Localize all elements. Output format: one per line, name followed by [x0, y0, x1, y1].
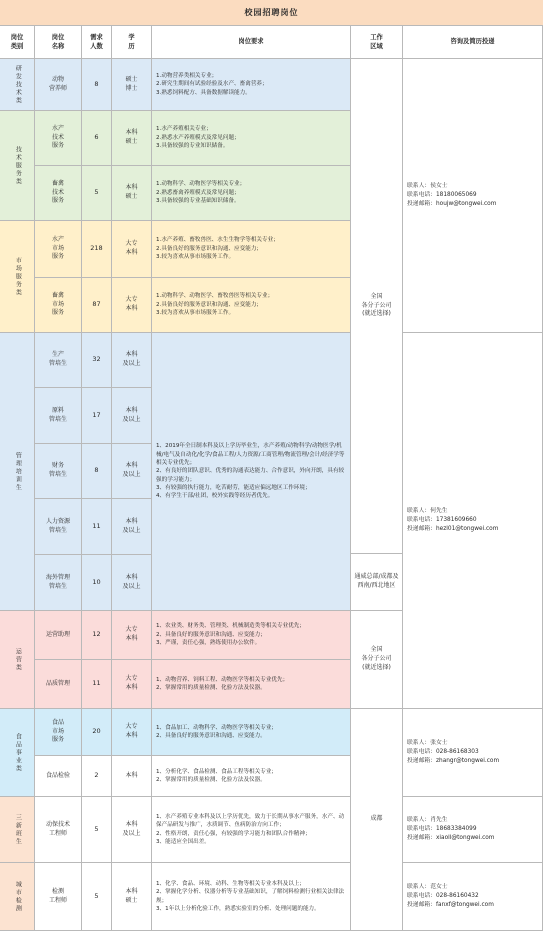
work-area: 成都: [351, 709, 403, 931]
category-research: 研发技术类: [0, 59, 35, 111]
headcount: 5: [82, 797, 112, 863]
contact-info: 联系人：何先生 联系电话：17381609660 投递邮箱：hezl01@tongwei.com: [403, 333, 543, 709]
education: 本科 及以上: [112, 797, 152, 863]
headcount: 87: [82, 278, 112, 333]
position-name: 品质管理: [35, 660, 82, 709]
work-area: 通威总部/成都及 西南/西北地区: [351, 554, 403, 611]
education: 大专 本科: [112, 709, 152, 756]
contact-info: 联系人：肖先生 联系电话：18683384099 投递邮箱：xiaoll@tongwei.com: [403, 797, 543, 863]
requirements: 1、农业类、财务类、管理类、机械制造类等相关专业优先； 2、具备良好的服务意识和沟通、应变能力； 3、严谨，责任心强，熟练使用办公软件。: [152, 611, 351, 660]
education: 大专 本科: [112, 278, 152, 333]
position-name: 食品检验: [35, 756, 82, 797]
requirements: 1、化学、食品、环境、动科、生物等相关专业本科及以上； 2、掌握化学分析、仪器分析等专业基础知识，了解饲料检测行业相关法律法规； 3、1年以上分析化验工作，熟悉实验室的分析、处理问题的能力。: [152, 863, 351, 931]
requirements: 1.动物科学、动物医学等相关专业； 2.熟悉畜禽养殖模式及常见问题； 3.具备较强的专业基础知识储备。: [152, 166, 351, 221]
headcount: 5: [82, 863, 112, 931]
education: 大专 本科: [112, 611, 152, 660]
headcount: 20: [82, 709, 112, 756]
header-education: 学 历: [112, 26, 152, 59]
position-name: 检测 工程师: [35, 863, 82, 931]
contact-info: 联系人：范女士 联系电话：028-86160432 投递邮箱：fanxf@tongwei.com: [403, 863, 543, 931]
education: 大专 本科: [112, 660, 152, 709]
category-trainee: 三新班生: [0, 797, 35, 863]
headcount: 32: [82, 333, 112, 388]
category-operation: 运营类: [0, 611, 35, 709]
education: 本科 硕士: [112, 111, 152, 166]
position-name: 畜禽 技术 服务: [35, 166, 82, 221]
requirements: 1、分析化学、食品检测、食品工程等相关专业； 2、掌握常用的质量检测、化验方法及仪器。: [152, 756, 351, 797]
category-tech-service: 技术服务类: [0, 111, 35, 221]
header-requirements: 岗位要求: [152, 26, 351, 59]
education: 大专 本科: [112, 221, 152, 278]
header-contact: 咨询及简历投递: [403, 26, 543, 59]
education: 本科 硕士: [112, 863, 152, 931]
education: 本科 及以上: [112, 499, 152, 555]
position-name: 财务 管培生: [35, 444, 82, 499]
education: 硕士 博士: [112, 59, 152, 111]
headcount: 11: [82, 660, 112, 709]
headcount: 17: [82, 388, 112, 444]
header-headcount: 需求 人数: [82, 26, 112, 59]
education: 本科 及以上: [112, 388, 152, 444]
contact-info: 联系人：张女士 联系电话：028-86168303 投递邮箱：zhangr@tongwei.com: [403, 709, 543, 797]
category-management-trainee: 管理培训生: [0, 333, 35, 611]
position-name: 海外管理 管培生: [35, 555, 82, 611]
category-food: 食品事业类: [0, 709, 35, 797]
requirements: 1.水产养殖相关专业； 2.熟悉水产养殖模式及常见问题； 3.具备较强的专业知识储备。: [152, 111, 351, 166]
requirements: 1.水产养殖、畜牧兽医、水生生物学等相关专业； 2.具备良好的服务意识和沟通、应变能力； 3.较为喜欢从事市场服务工作。: [152, 221, 351, 278]
headcount: 218: [82, 221, 112, 278]
position-name: 水产 市场 服务: [35, 221, 82, 278]
header-work-area: 工作 区域: [351, 26, 403, 59]
headcount: 6: [82, 111, 112, 166]
position-name: 食品 市场 服务: [35, 709, 82, 756]
requirements: 1、水产养殖专业本科及以上学历优先，致力于长期从事水产服务，水产、动保产品研发与推广，水质调节、鱼病防治方向工作； 2、性格开朗，责任心强，有较强的学习能力和团队合作精神； 3、能适应全国出差。: [152, 797, 351, 863]
position-name: 水产 技术 服务: [35, 111, 82, 166]
position-name: 运营助理: [35, 611, 82, 660]
headcount: 2: [82, 756, 112, 797]
education: 本科 及以上: [112, 555, 152, 611]
education: 本科 及以上: [112, 444, 152, 499]
requirements: 1.动物营养类相关专业； 2.研究生期间有试验经验及水产、畜禽营养； 3.熟悉饲料配方、具备数据解读能力。: [152, 59, 351, 111]
headcount: 5: [82, 166, 112, 221]
requirements: 1.动物科学、动物医学、畜牧兽医等相关专业； 2.具备良好的服务意识和沟通、应变能力； 3.较为喜欢从事市场服务工作。: [152, 278, 351, 333]
education: 本科 硕士: [112, 166, 152, 221]
contact-info: 联系人：侯女士 联系电话：18180065069 投递邮箱：houjw@tongwei.com: [403, 59, 543, 333]
headcount: 12: [82, 611, 112, 660]
management-requirements: 1、2019年全日制本科及以上学历毕业生，水产养殖/动物科学/动物医学/机械/电气及自动化/化学/食品工程/人力资源/工商管理/物流管理/会计/经济学等相关专业优先； 2、有良好的团队意识、优秀的沟通表达能力、合作意识，外向开朗，具有较强的学习能力； 3、有较强的执行能力，吃苦耐劳，能适应偏远地区工作环境； 4、有学生干部/社团，校外实践等经历者优先。: [152, 333, 351, 611]
work-area: 全国 各分子公司 (就近选择): [351, 611, 403, 709]
header-position-name: 岗位 名称: [35, 26, 82, 59]
requirements: 1、动物营养、饲料工程、动物医学等相关专业优先； 2、掌握常用的质量检测、化验方法及仪器。: [152, 660, 351, 709]
header-category: 岗位 类别: [0, 26, 35, 59]
category-marketing: 市场服务类: [0, 221, 35, 333]
requirements: 1、食品加工、动物科学、动物医学等相关专业； 2、具备良好的服务意识和沟通、应变能力。: [152, 709, 351, 756]
position-name: 原料 管培生: [35, 388, 82, 444]
headcount: 8: [82, 444, 112, 499]
headcount: 10: [82, 555, 112, 611]
work-area: 全国 各分子公司 (就近选择): [351, 59, 403, 554]
position-name: 动保技术 工程师: [35, 797, 82, 863]
position-name: 生产 管培生: [35, 333, 82, 388]
position-name: 畜禽 市场 服务: [35, 278, 82, 333]
category-city-testing: 城市检测: [0, 863, 35, 931]
headcount: 11: [82, 499, 112, 555]
table-title: 校园招聘岗位: [0, 0, 543, 26]
position-name: 人力资源 管培生: [35, 499, 82, 555]
education: 本科 及以上: [112, 333, 152, 388]
headcount: 8: [82, 59, 112, 111]
education: 本科: [112, 756, 152, 797]
position-name: 动物 营养师: [35, 59, 82, 111]
